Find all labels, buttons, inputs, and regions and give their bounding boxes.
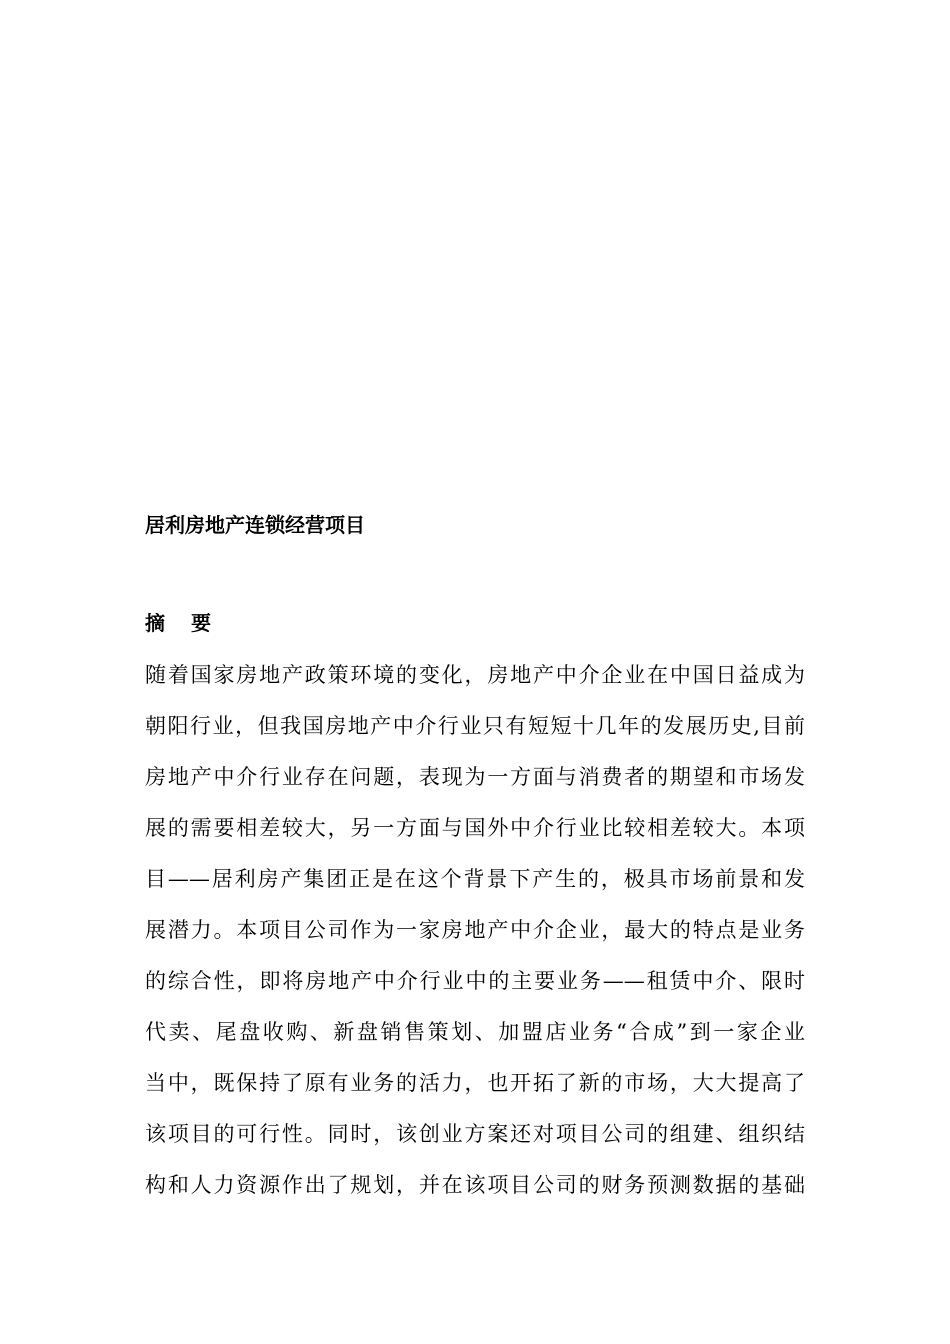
abstract-body <box>145 652 805 1213</box>
abstract-heading <box>145 606 211 640</box>
document-title: 居利房地产连锁经营项目 <box>145 513 365 537</box>
abstract-line-10: 该项目的可行性。同时，该创业方案还对项目公司的组建、组织结 <box>145 1122 805 1146</box>
abstract-line-6: 展潜力。本项目公司作为一家房地产中介企业，最大的特点是业务 <box>145 918 805 942</box>
abstract-line-11: 构和人力资源作出了规划，并在该项目公司的财务预测数据的基础 <box>145 1173 805 1197</box>
abstract-line-8: 代卖、尾盘收购、新盘销售策划、加盟店业务“合成”到一家企业 <box>145 1020 805 1044</box>
abstract-line-2: 朝阳行业，但我国房地产中介行业只有短短十几年的发展历史,目前 <box>145 714 805 738</box>
abstract-line-5: 目——居利房产集团正是在这个背景下产生的，极具市场前景和发 <box>145 867 805 891</box>
abstract-heading-char-2: 要 <box>191 611 211 635</box>
abstract-line-3: 房地产中介行业存在问题，表现为一方面与消费者的期望和市场发 <box>145 765 805 789</box>
abstract-line-4: 展的需要相差较大，另一方面与国外中介行业比较相差较大。本项 <box>145 816 805 840</box>
abstract-line-7: 的综合性，即将房地产中介行业中的主要业务——租赁中介、限时 <box>145 969 805 993</box>
abstract-line-9: 当中，既保持了原有业务的活力，也开拓了新的市场，大大提高了 <box>145 1071 805 1095</box>
abstract-line-1: 随着国家房地产政策环境的变化，房地产中介企业在中国日益成为 <box>145 663 805 687</box>
abstract-heading-char-1: 摘 <box>145 611 165 635</box>
